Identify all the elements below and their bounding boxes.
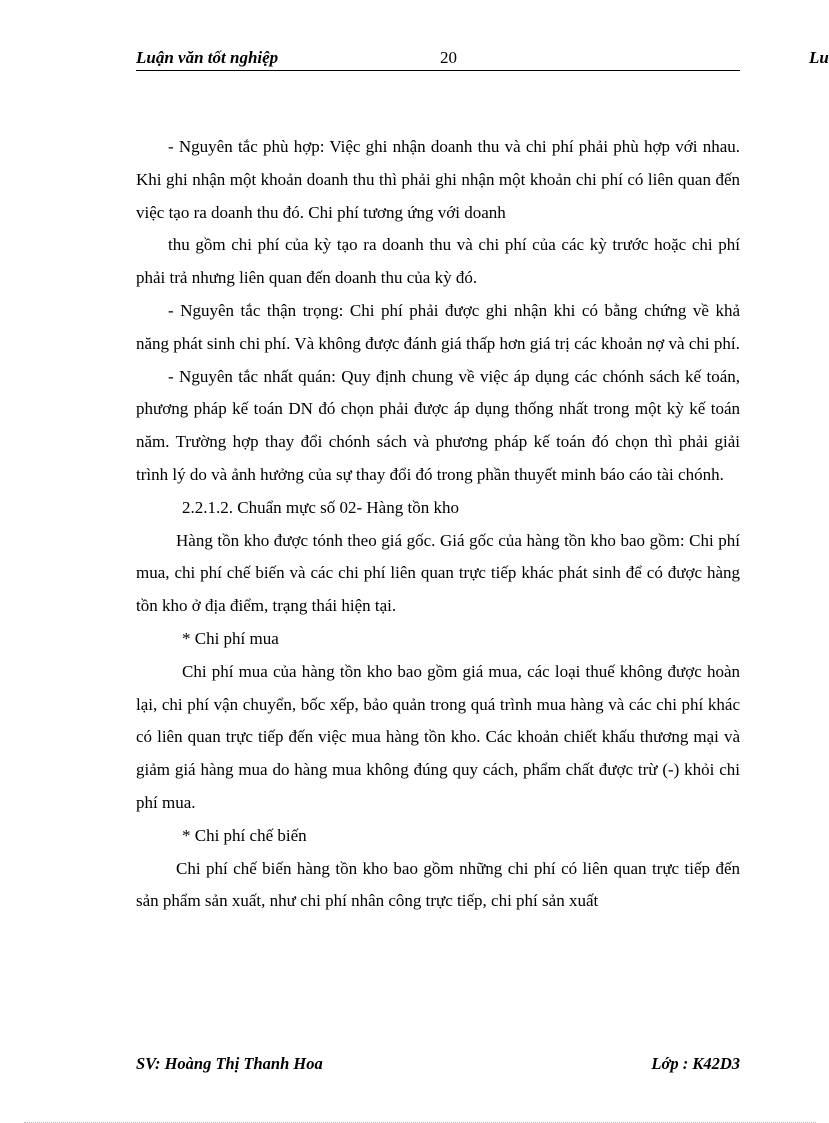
page-header	[136, 48, 829, 71]
paragraph-processing-cost: Chi phí chế biến hàng tồn kho bao gồm những chi phí có liên quan trực tiếp đến sản phẩm sản xuất, như chi phí nhân công trực tiếp, chi phí sản xuất	[136, 858, 740, 911]
class-code: Lớp : K42D3	[651, 1054, 740, 1073]
page-number: 20	[440, 48, 457, 67]
page-footer	[136, 1054, 740, 1076]
paragraph-inventory-cost: Hàng tồn kho được tónh theo giá gốc. Giá gốc của hàng tồn kho bao gồm: Chi phí mua, chi phí chế biến và các chi phí liên quan trực tiếp khác phát sinh để có được hàng tồn kho ở địa điểm, trạng thái hiện tại.	[136, 530, 740, 616]
subheading-purchase-cost: * Chi phí mua	[182, 628, 279, 648]
paragraph-matching-continued: thu gồm chi phí của kỳ tạo ra doanh thu và chi phí của các kỳ trước hoặc chi phí phải trả nhưng liên quan đến doanh thu của kỳ đó.	[136, 235, 740, 288]
page-body	[136, 131, 740, 918]
student-name: SV: Hoàng Thị Thanh Hoa	[136, 1054, 323, 1073]
section-heading-inventory-standard: 2.2.1.2. Chuẩn mực số 02- Hàng tồn kho	[182, 497, 459, 517]
paragraph-matching-principle: - Nguyên tắc phù hợp: Việc ghi nhận doanh thu và chi phí phải phù hợp với nhau. Khi ghi nhận một khoản doanh thu thì phải ghi nhận một khoản chi phí có liên quan đến việc tạo ra doanh thu đó. Chi phí tương ứng với doanh	[136, 137, 740, 222]
thesis-title: Luận văn tốt nghiệp	[136, 48, 279, 67]
subheading-processing-cost: * Chi phí chế biến	[182, 825, 307, 845]
paragraph-purchase-cost: Chi phí mua của hàng tồn kho bao gồm giá mua, các loại thuế không được hoàn lại, chi phí vận chuyển, bốc xếp, bảo quản trong quá trình mua hàng và các chi phí khác có liên quan trực tiếp đến việc mua hàng tồn kho. Các khoản chiết khấu thương mại và giảm giá hàng mua do hàng mua không đúng quy cách, phẩm chất được trừ (-) khỏi chi phí mua.	[136, 661, 740, 812]
header-edge-text: Lu	[809, 48, 829, 67]
paragraph-prudence-principle: - Nguyên tắc thận trọng: Chi phí phải được ghi nhận khi có bằng chứng về khả năng phát sinh chi phí. Và không được đánh giá thấp hơn giá trị các khoản nợ và chi phí.	[136, 300, 740, 353]
paragraph-consistency-principle: - Nguyên tắc nhất quán: Quy định chung về việc áp dụng các chónh sách kế toán, phương pháp kế toán DN đó chọn phải được áp dụng thống nhất trong một kỳ kế toán năm. Trường hợp thay đổi chónh sách và phương pháp kế toán đó chọn thì phải giải trình lý do và ảnh hưởng của sự thay đổi đó trong phần thuyết minh báo cáo tài chónh.	[136, 366, 740, 484]
